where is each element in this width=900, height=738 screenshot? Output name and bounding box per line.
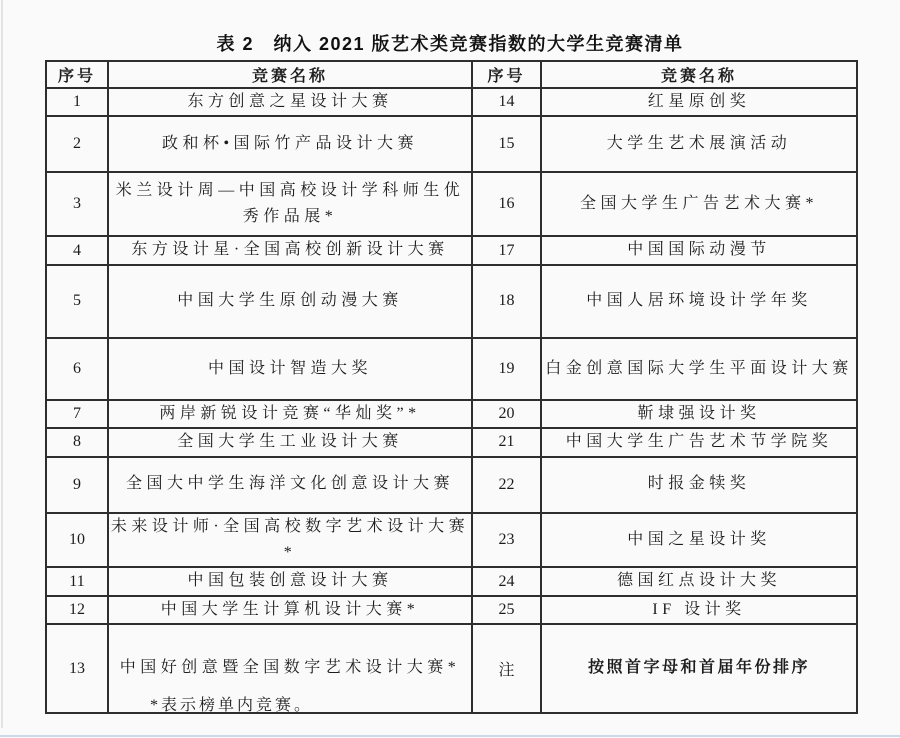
page-bottom-edge-line [0, 735, 900, 737]
competition-name-cell: 靳埭强设计奖 [541, 400, 857, 428]
competition-name-cell: 未来设计师·全国高校数字艺术设计大赛* [108, 513, 472, 568]
table-row [46, 236, 857, 264]
competition-name-cell: 中国大学生原创动漫大赛 [108, 265, 472, 338]
row-number-cell: 24 [472, 567, 541, 595]
table-row [46, 457, 857, 513]
table-row [46, 172, 857, 236]
table-row [46, 265, 857, 338]
competition-name-cell: 全国大中学生海洋文化创意设计大赛 [108, 457, 472, 513]
competition-name-cell: 时报金犊奖 [541, 457, 857, 513]
table-row [46, 338, 857, 400]
competition-name-cell: 两岸新锐设计竞赛“华灿奖”* [108, 400, 472, 428]
col-header-no-right: 序号 [472, 61, 541, 88]
table-row [46, 88, 857, 116]
row-number-cell: 21 [472, 428, 541, 456]
competition-name-cell: 全国大学生工业设计大赛 [108, 428, 472, 456]
competition-name-cell: 中国好创意暨全国数字艺术设计大赛* [108, 624, 472, 713]
row-number-cell: 3 [46, 172, 108, 236]
row-number-cell: 11 [46, 567, 108, 595]
row-number-cell: 5 [46, 265, 108, 338]
row-number-cell: 6 [46, 338, 108, 400]
note-text-cell: 按照首字母和首届年份排序 [541, 624, 857, 713]
competition-name-cell: 中国包装创意设计大赛 [108, 567, 472, 595]
table-row [46, 567, 857, 595]
competition-name-cell: 东方创意之星设计大赛 [108, 88, 472, 116]
row-number-cell: 20 [472, 400, 541, 428]
table-title: 表 2 纳入 2021 版艺术类竞赛指数的大学生竞赛清单 [216, 34, 684, 54]
row-number-cell: 4 [46, 236, 108, 264]
row-number-cell: 10 [46, 513, 108, 568]
competition-name-cell: 中国大学生广告艺术节学院奖 [541, 428, 857, 456]
row-number-cell: 2 [46, 116, 108, 172]
col-header-no-left: 序号 [46, 61, 108, 88]
competition-name-cell: 红星原创奖 [541, 88, 857, 116]
row-number-cell: 13 [46, 624, 108, 713]
competition-name-cell: 米兰设计周—中国高校设计学科师生优秀作品展* [108, 172, 472, 236]
row-number-cell: 16 [472, 172, 541, 236]
table-footnote: *表示榜单内竞赛。 [150, 697, 314, 714]
competition-name-cell: 中国大学生计算机设计大赛* [108, 596, 472, 624]
competition-name-cell: 全国大学生广告艺术大赛* [541, 172, 857, 236]
row-number-cell: 19 [472, 338, 541, 400]
competition-name-cell: 大学生艺术展演活动 [541, 116, 857, 172]
competition-name-cell: 中国国际动漫节 [541, 236, 857, 264]
competition-name-cell: 中国设计智造大奖 [108, 338, 472, 400]
competition-name-cell: 中国人居环境设计学年奖 [541, 265, 857, 338]
row-number-cell: 14 [472, 88, 541, 116]
col-header-name-right: 竞赛名称 [541, 61, 857, 88]
competition-name-cell: IF 设计奖 [541, 596, 857, 624]
table-row [46, 513, 857, 568]
row-number-cell: 7 [46, 400, 108, 428]
competition-name-cell: 中国之星设计奖 [541, 513, 857, 568]
row-number-cell: 25 [472, 596, 541, 624]
note-label-cell: 注 [472, 624, 541, 713]
page-left-edge-line [1, 0, 3, 728]
competition-table [45, 60, 858, 714]
row-number-cell: 12 [46, 596, 108, 624]
table-row [46, 116, 857, 172]
table-row [46, 428, 857, 456]
table-row [46, 400, 857, 428]
row-number-cell: 18 [472, 265, 541, 338]
competition-name-cell: 白金创意国际大学生平面设计大赛 [541, 338, 857, 400]
table-row [46, 596, 857, 624]
col-header-name-left: 竞赛名称 [108, 61, 472, 88]
competition-name-cell: 德国红点设计大奖 [541, 567, 857, 595]
row-number-cell: 9 [46, 457, 108, 513]
row-number-cell: 8 [46, 428, 108, 456]
row-number-cell: 1 [46, 88, 108, 116]
row-number-cell: 22 [472, 457, 541, 513]
competition-name-cell: 政和杯•国际竹产品设计大赛 [108, 116, 472, 172]
row-number-cell: 23 [472, 513, 541, 568]
header-row [46, 61, 857, 88]
competition-name-cell: 东方设计星·全国高校创新设计大赛 [108, 236, 472, 264]
row-number-cell: 17 [472, 236, 541, 264]
row-number-cell: 15 [472, 116, 541, 172]
